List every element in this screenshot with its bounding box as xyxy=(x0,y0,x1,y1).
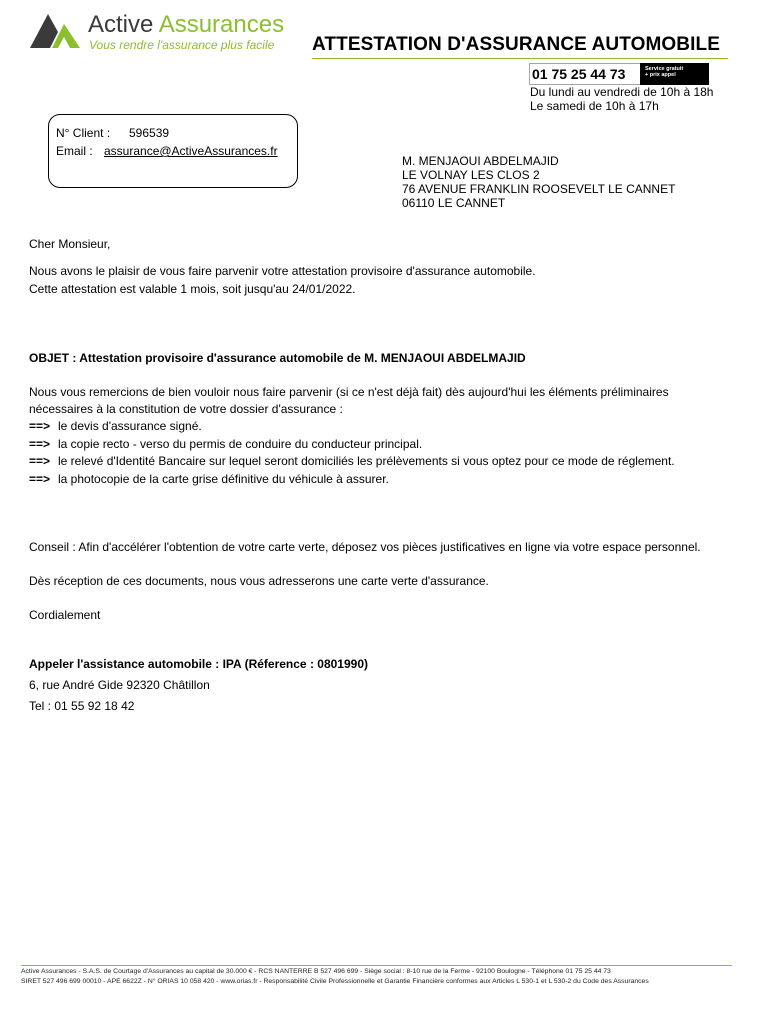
phone-badge xyxy=(529,63,709,85)
assistance-phone: Tel : 01 55 92 18 42 xyxy=(29,699,135,713)
document-title: ATTESTATION D'ASSURANCE AUTOMOBILE xyxy=(312,34,720,55)
phone-tag-line1: Service gratuit xyxy=(645,66,684,72)
request-line1: Nous vous remercions de bien vouloir nous faire parvenir (si ce n'est déjà fait) dès aujourd'hui les éléments préliminaires xyxy=(29,385,669,399)
list-arrow: ==> xyxy=(29,419,51,433)
greeting: Cher Monsieur, xyxy=(29,237,111,251)
phone-number: 01 75 25 44 73 xyxy=(529,63,640,85)
opening-hours-saturday: Le samedi de 10h à 17h xyxy=(530,99,659,113)
phone-tag-line2: + prix appel xyxy=(645,72,676,78)
list-arrow: ==> xyxy=(29,472,51,486)
brand-name xyxy=(88,12,284,38)
reception-paragraph: Dès réception de ces documents, nous vous adresserons une carte verte d'assurance. xyxy=(29,574,489,588)
list-item: le relevé d'Identité Bancaire sur lequel seront domiciliés les prélèvements si vous optez pour ce mode de réglement. xyxy=(58,454,675,468)
brand-name-part1: Active xyxy=(88,11,154,38)
list-item: la copie recto - verso du permis de conduire du conducteur principal. xyxy=(58,437,423,451)
list-arrow: ==> xyxy=(29,454,51,468)
recipient-name: M. MENJAOUI ABDELMAJID xyxy=(402,154,559,168)
list-item: le devis d'assurance signé. xyxy=(58,419,202,433)
client-number-label: N° Client : xyxy=(56,126,111,140)
recipient-address-line1: LE VOLNAY LES CLOS 2 xyxy=(402,168,540,182)
title-divider xyxy=(312,58,728,59)
brand-name-part2: Assurances xyxy=(158,11,285,38)
assistance-address: 6, rue André Gide 92320 Châtillon xyxy=(29,678,210,692)
list-item: la photocopie de la carte grise définitive du véhicule à assurer. xyxy=(58,472,389,486)
advice-paragraph: Conseil : Afin d'accélérer l'obtention de votre carte verte, déposez vos pièces justificatives en ligne via votre espace personnel. xyxy=(29,540,701,554)
subject-line: OBJET : Attestation provisoire d'assurance automobile de M. MENJAOUI ABDELMAJID xyxy=(29,351,526,365)
footer-divider xyxy=(21,965,732,966)
list-arrow: ==> xyxy=(29,437,51,451)
brand-logo-icon xyxy=(28,10,82,50)
assistance-title: Appeler l'assistance automobile : IPA (Réference : 0801990) xyxy=(29,657,368,671)
intro-line2: Cette attestation est valable 1 mois, soit jusqu'au 24/01/2022. xyxy=(29,282,356,296)
opening-hours-weekdays: Du lundi au vendredi de 10h à 18h xyxy=(530,85,714,99)
recipient-address-line2: 76 AVENUE FRANKLIN ROOSEVELT LE CANNET xyxy=(402,182,676,196)
client-email-link[interactable]: assurance@ActiveAssurances.fr xyxy=(104,144,278,158)
intro-line1: Nous avons le plaisir de vous faire parvenir votre attestation provisoire d'assurance automobile. xyxy=(29,264,536,278)
brand-tagline: Vous rendre l'assurance plus facile xyxy=(89,38,275,52)
recipient-postal-city: 06110 LE CANNET xyxy=(402,196,506,210)
phone-tag xyxy=(640,63,709,85)
footer-legal-line1: Active Assurances - S.A.S. de Courtage d'Assurances au capital de 30.000 € - RCS NANTERRE B 527 496 699 - Siège social : 8-10 rue de la Ferme - 92100 Boulogne - Téléphone 01 75 25 44 73 xyxy=(21,968,611,975)
closing: Cordialement xyxy=(29,608,101,622)
client-info-box xyxy=(48,114,298,188)
client-number: 596539 xyxy=(129,126,170,140)
footer-legal-line2: SIRET 527 496 699 00010 - APE 6622Z - N° ORIAS 10 058 420 - www.orias.fr - Responsabilité Civile Professionnelle et Garantie Financière conformes aux Articles L 530-1 et L 530-2 du Code des Assurances xyxy=(21,978,649,985)
client-email-label: Email : xyxy=(56,144,93,158)
request-line2: nécessaires à la constitution de votre dossier d'assurance : xyxy=(29,402,343,416)
